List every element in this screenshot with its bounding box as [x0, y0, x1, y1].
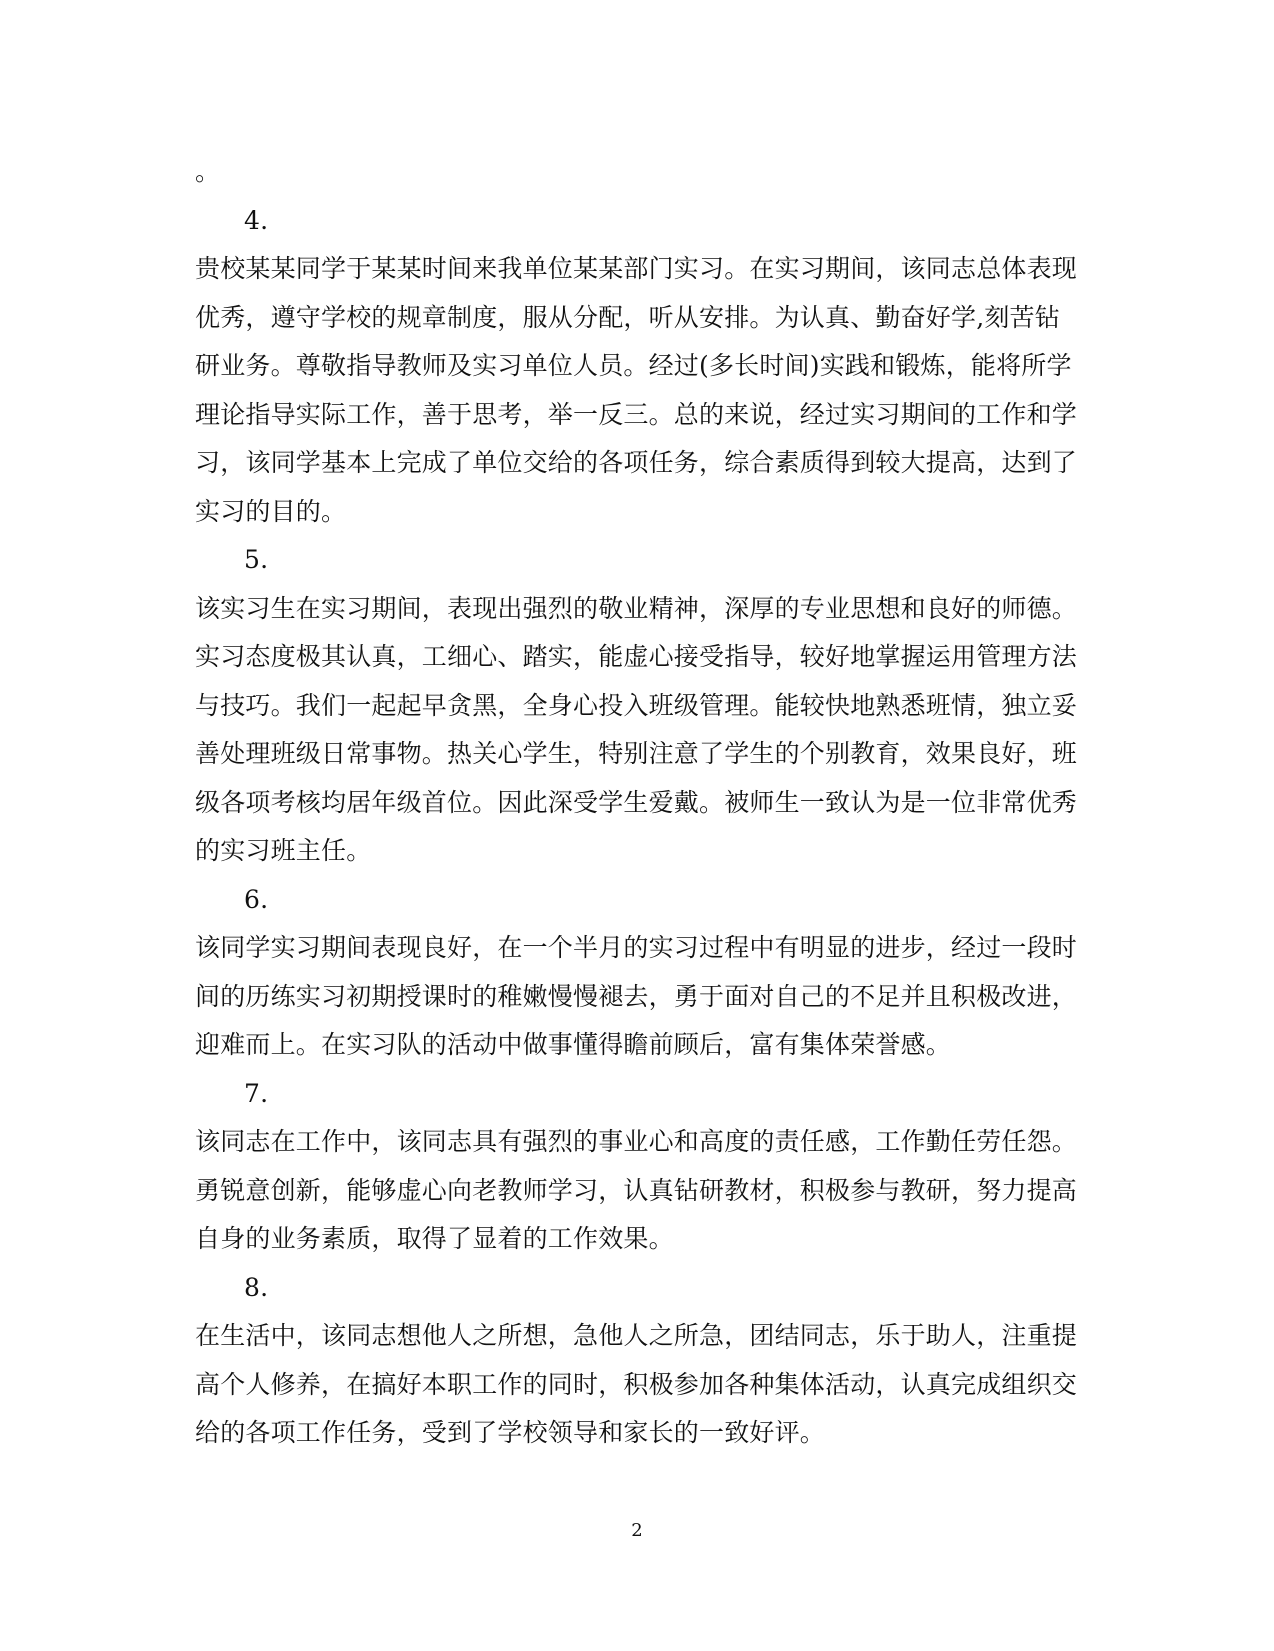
paragraph-line: 优秀，遵守学校的规章制度，服从分配，听从安排。为认真、勤奋好学,刻苦钻 [195, 302, 1060, 332]
section-number: 7. [244, 1078, 269, 1108]
paragraph-line: 级各项考核均居年级首位。因此深受学生爱戴。被师生一致认为是一位非常优秀 [195, 787, 1078, 817]
section-6 [195, 876, 1078, 1070]
section-5 [195, 536, 1078, 876]
page-number: 2 [631, 1520, 643, 1541]
paragraph-line: 间的历练实习初期授课时的稚嫩慢慢褪去，勇于面对自己的不足并且积极改进， [195, 981, 1078, 1011]
leading-punctuation: 。 [195, 157, 221, 186]
paragraph-line: 该同学实习期间表现良好，在一个半月的实习过程中有明显的进步，经过一段时 [195, 933, 1078, 962]
paragraph-line: 善处理班级日常事物。热关心学生，特别注意了学生的个别教育，效果良好，班 [195, 739, 1078, 768]
section-number: 5. [244, 545, 269, 574]
paragraph-line: 研业务。尊敬指导教师及实习单位人员。经过(多长时间)实践和锻炼，能将所学 [195, 351, 1072, 380]
paragraph-line: 实习态度极其认真，工细心、踏实，能虚心接受指导，较好地掌握运用管理方法 [195, 642, 1078, 671]
paragraph-line: 迎难而上。在实习队的活动中做事懂得瞻前顾后，富有集体荣誉感。 [195, 1030, 952, 1059]
section-7 [195, 1070, 1078, 1264]
paragraph-line: 给的各项工作任务，受到了学校领导和家长的一致好评。 [195, 1418, 826, 1447]
document-body [195, 148, 1078, 1458]
paragraph-line: 高个人修养，在搞好本职工作的同时，积极参加各种集体活动，认真完成组织交 [195, 1369, 1078, 1399]
section-number: 4. [244, 205, 269, 235]
paragraph-line: 的实习班主任。 [195, 836, 372, 865]
paragraph-line: 与技巧。我们一起起早贪黑，全身心投入班级管理。能较快地熟悉班情，独立妥 [195, 690, 1078, 720]
paragraph-line: 习，该同学基本上完成了单位交给的各项任务，综合素质得到较大提高，达到了 [195, 448, 1078, 477]
section-number: 6. [244, 884, 269, 914]
section-8 [195, 1264, 1078, 1458]
section-4 [195, 197, 1078, 537]
paragraph-line: 实习的目的。 [195, 496, 347, 526]
paragraph-line: 理论指导实际工作，善于思考，举一反三。总的来说，经过实习期间的工作和学 [195, 399, 1078, 429]
paragraph-line: 在生活中，该同志想他人之所想，急他人之所急，团结同志，乐于助人，注重提 [195, 1321, 1078, 1350]
paragraph-line: 该实习生在实习期间，表现出强烈的敬业精神，深厚的专业思想和良好的师德。 [195, 593, 1078, 623]
paragraph-line: 贵校某某同学于某某时间来我单位某某部门实习。在实习期间，该同志总体表现 [195, 254, 1078, 283]
paragraph-line: 该同志在工作中，该同志具有强烈的事业心和高度的责任感，工作勤任劳任怨。 [195, 1127, 1078, 1156]
paragraph-line: 自身的业务素质，取得了显着的工作效果。 [195, 1224, 674, 1253]
paragraph-line: 勇锐意创新，能够虚心向老教师学习，认真钻研教材，积极参与教研，努力提高 [195, 1175, 1078, 1205]
section-number: 8. [244, 1272, 269, 1302]
